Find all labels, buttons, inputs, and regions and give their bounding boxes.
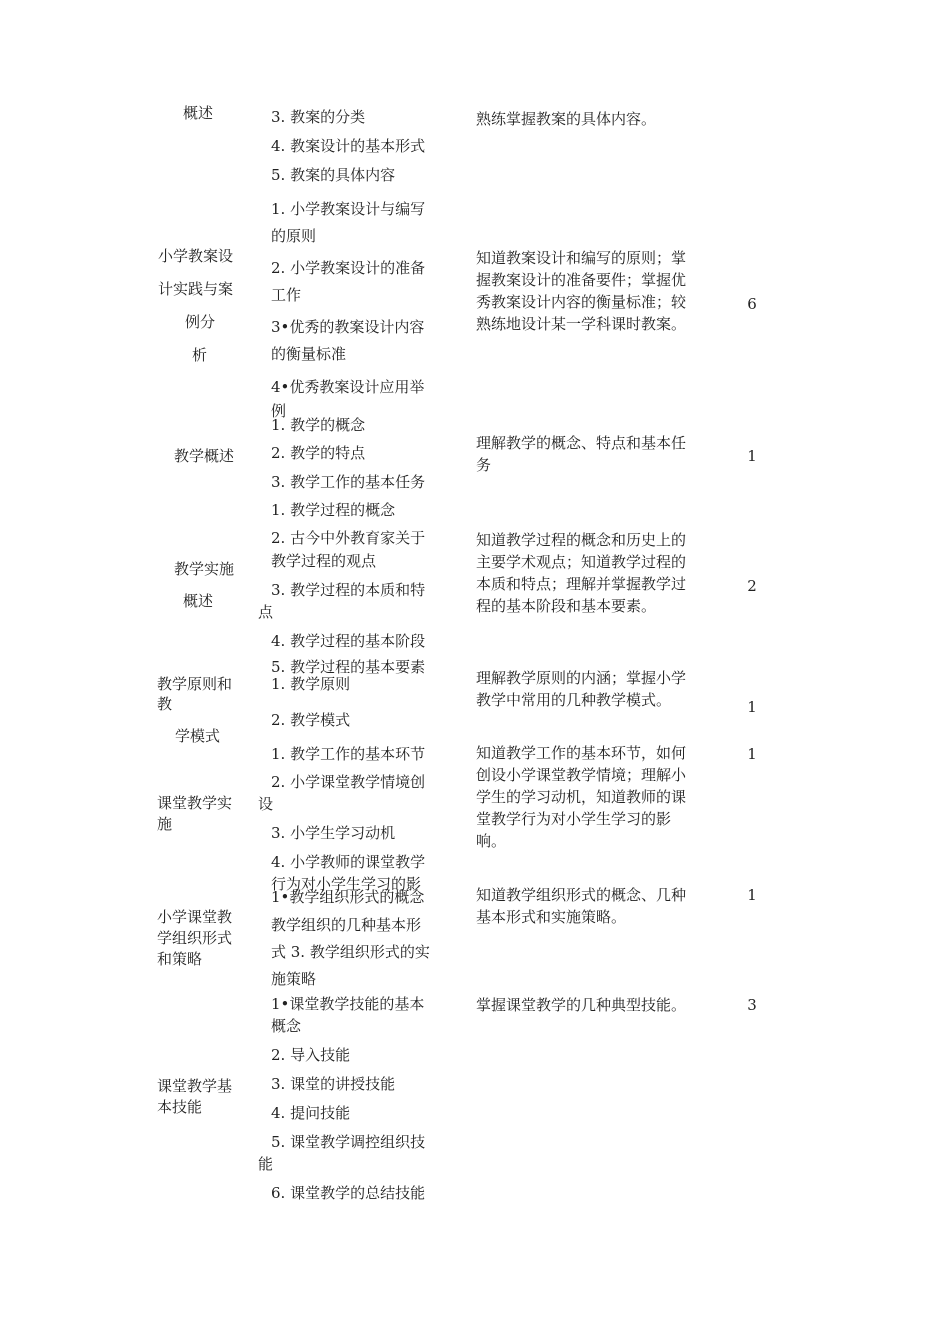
item-text: 设 [258, 795, 274, 813]
topic-cell: 本技能 [157, 1098, 203, 1116]
objective-cell: 掌握课堂教学的几种典型技能。 [476, 996, 687, 1014]
item-text: 4. 小学教师的课堂教学 [271, 853, 426, 871]
topic-cell: 教学概述 [174, 447, 235, 465]
item-text: 4•优秀教案设计应用举 [271, 378, 425, 396]
objective-cell: 知道教学过程的概念和历史上的主要学术观点；知道教学过程的本质和特点；理解并掌握教学过程的基本阶段和基本要素。 [476, 531, 687, 615]
topic-cell: 概述 [183, 104, 214, 122]
item-text: 3. 课堂的讲授技能 [271, 1075, 396, 1093]
hours-cell: 2 [747, 577, 757, 595]
topic-cell: 学模式 [175, 727, 221, 745]
hours-cell: 1 [747, 447, 757, 465]
item-text: 6. 课堂教学的总结技能 [271, 1184, 426, 1202]
item-text: 2. 古今中外教育家关于 [271, 529, 426, 547]
topic-cell: 计实践与案 [158, 280, 234, 298]
item-text: 1. 教学原则 [271, 675, 351, 693]
item-text: 教学组织的几种基本形 [271, 916, 422, 934]
item-text: 3•优秀的教案设计内容 [271, 318, 425, 336]
item-text: 行为对小学生学习的影 [271, 875, 422, 893]
item-text: 1. 教学过程的概念 [271, 501, 396, 519]
item-text: 2. 导入技能 [271, 1046, 351, 1064]
item-text: 概念 [271, 1017, 302, 1035]
item-text: 4. 提问技能 [271, 1104, 351, 1122]
item-text: 施策略 [271, 970, 317, 988]
topic-cell: 小学教案设 [158, 247, 234, 265]
objective-cell: 理解教学的概念、特点和基本任务 [476, 434, 687, 474]
topic-cell: 小学课堂教 [157, 908, 233, 926]
topic-cell: 概述 [183, 592, 214, 610]
hours-cell: 1 [747, 745, 757, 763]
item-text: 4. 教学过程的基本阶段 [271, 632, 426, 650]
topic-cell: 和策略 [157, 950, 203, 968]
item-text: 式 3. 教学组织形式的实 [271, 943, 430, 961]
hours-cell: 6 [747, 295, 757, 313]
item-text: 2. 小学课堂教学情境创 [271, 773, 426, 791]
item-text: 1•课堂教学技能的基本 [271, 995, 425, 1013]
topic-cell: 教学原则和 [157, 675, 233, 693]
item-text: 3. 教学过程的本质和特 [271, 581, 426, 599]
item-text: 1. 小学教案设计与编写 [271, 200, 426, 218]
objective-cell: 知道教学工作的基本环节，如何创设小学课堂教学情境；理解小学生的学习动机，知道教师的课堂教学行为对小学生学习的影响。 [476, 744, 687, 850]
objective-cell: 知道教学组织形式的概念、几种基本形式和实施策略。 [476, 886, 687, 926]
topic-cell: 析 [192, 346, 208, 364]
item-text: 3. 小学生学习动机 [271, 824, 396, 842]
item-text: 2. 教学的特点 [271, 444, 366, 462]
item-text: 2. 小学教案设计的准备 [271, 259, 426, 277]
item-text: 4. 教案设计的基本形式 [271, 137, 426, 155]
item-text: 3. 教学工作的基本任务 [271, 473, 426, 491]
item-text: 能 [258, 1155, 274, 1173]
topic-cell: 课堂教学基 [157, 1077, 233, 1095]
topic-cell: 学组织形式 [157, 929, 233, 947]
objective-cell: 熟练掌握教案的具体内容。 [476, 110, 657, 128]
item-text: 3. 教案的分类 [271, 108, 366, 126]
hours-cell: 1 [747, 886, 757, 904]
topic-cell: 例分 [185, 313, 216, 331]
hours-cell: 1 [747, 698, 757, 716]
item-text: 点 [258, 603, 274, 621]
topic-cell: 施 [157, 815, 173, 833]
item-text: 1. 教学的概念 [271, 416, 366, 434]
hours-cell: 3 [747, 996, 757, 1014]
topic-cell: 课堂教学实 [157, 794, 233, 812]
item-text: 2. 教学模式 [271, 711, 351, 729]
objective-cell: 理解教学原则的内涵；掌握小学教学中常用的几种教学模式。 [476, 669, 687, 709]
item-text: 教学过程的观点 [271, 552, 377, 570]
item-text: 5. 课堂教学调控组织技 [271, 1133, 426, 1151]
item-text: 的衡量标准 [271, 345, 347, 363]
item-text: 5. 教学过程的基本要素 [271, 658, 426, 676]
item-text: 1. 教学工作的基本环节 [271, 745, 426, 763]
topic-cell: 教学实施 [174, 560, 235, 578]
item-text: 的原则 [271, 227, 317, 245]
item-text: 例 [271, 402, 287, 420]
item-text: 5. 教案的具体内容 [271, 166, 396, 184]
objective-cell: 知道教案设计和编写的原则；掌握教案设计的准备要件；掌握优秀教案设计内容的衡量标准；较熟练地设计某一学科课时教案。 [476, 249, 687, 333]
item-text: 工作 [271, 286, 302, 304]
topic-cell: 教 [157, 695, 173, 713]
item-text: 1•教学组织形式的概念 [271, 888, 425, 906]
